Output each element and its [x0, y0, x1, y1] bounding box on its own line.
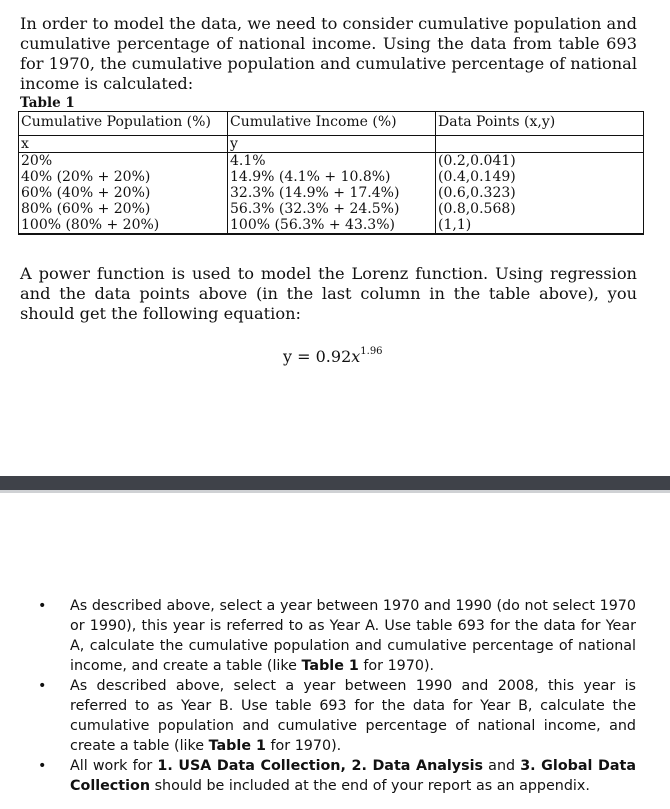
- bullet-icon: •: [38, 598, 47, 614]
- variable-y: y: [228, 136, 436, 153]
- table-row: [19, 217, 644, 234]
- cell-point: (0.2,0.041): [436, 153, 644, 170]
- task-bold: 1. USA Data Collection, 2. Data Analysis: [157, 758, 484, 774]
- cumulative-data-table: [18, 111, 644, 235]
- task-list: [38, 596, 636, 796]
- table-row: [19, 169, 644, 185]
- list-item: [38, 756, 636, 796]
- task-text: All work for: [70, 758, 158, 774]
- cell-point: (0.8,0.568): [436, 201, 644, 217]
- cell-population: 100% (80% + 20%): [19, 217, 228, 234]
- page-divider-shadow: [0, 490, 670, 493]
- task-text: and: [483, 758, 521, 774]
- list-item: [38, 676, 636, 756]
- table-variable-row: [19, 136, 644, 153]
- list-item: [38, 596, 636, 676]
- task-text: As described above, select a year between 1970 and 1990 (do not select 1970 or 1990), this year is referred to as Year A. Use table 693 for the data for Year A, calculate the cumulative population and cumulative percentage of national income, and create a table (like: [70, 598, 636, 674]
- table-row: [19, 185, 644, 201]
- task-bold: Table 1: [208, 738, 266, 754]
- cell-population: 60% (40% + 20%): [19, 185, 228, 201]
- cell-income: 14.9% (4.1% + 10.8%): [228, 169, 436, 185]
- variable-x: x: [19, 136, 228, 153]
- cell-income: 4.1%: [228, 153, 436, 170]
- cell-income: 100% (56.3% + 43.3%): [228, 217, 436, 234]
- table-caption: Table 1: [20, 95, 75, 111]
- variable-blank: [436, 136, 644, 153]
- task-bold: 3. Global Data Collection: [70, 758, 636, 794]
- header-cumulative-population: Cumulative Population (%): [19, 112, 228, 136]
- lorenz-paragraph: A power function is used to model the Lorenz function. Using regression and the data points above (in the last column in the table above), you should get the following equation:: [20, 264, 637, 323]
- cell-income: 56.3% (32.3% + 24.5%): [228, 201, 436, 217]
- cell-population: 20%: [19, 153, 228, 170]
- cell-point: (0.6,0.323): [436, 185, 644, 201]
- task-text: should be included at the end of your report as an appendix.: [150, 778, 590, 794]
- task-text: for 1970).: [265, 738, 342, 754]
- cell-point: (0.4,0.149): [436, 169, 644, 185]
- task-text: As described above, select a year between 1990 and 2008, this year is referred to as Year B. Use table 693 for the data for Year B, calculate the cumulative population and cumulative percentage of national income, and create a table (like: [70, 678, 636, 754]
- bullet-icon: •: [38, 758, 47, 774]
- bullet-icon: •: [38, 678, 47, 694]
- cell-population: 40% (20% + 20%): [19, 169, 228, 185]
- table-header-row: [19, 112, 644, 136]
- page-divider: [0, 476, 670, 490]
- task-text: for 1970).: [358, 658, 435, 674]
- table-row: [19, 153, 644, 170]
- cell-point: (1,1): [436, 217, 644, 234]
- cell-income: 32.3% (14.9% + 17.4%): [228, 185, 436, 201]
- table-row: [19, 201, 644, 217]
- intro-paragraph: In order to model the data, we need to consider cumulative population and cumulative percentage of national income. Using the data from table 693 for 1970, the cumulative population and cumulative percentage of national income is calculated:: [20, 14, 637, 93]
- equation-lhs: y = 0.92: [283, 347, 352, 366]
- task-bold: Table 1: [301, 658, 359, 674]
- header-data-points: Data Points (x,y): [436, 112, 644, 136]
- regression-equation: [283, 347, 383, 366]
- cell-population: 80% (60% + 20%): [19, 201, 228, 217]
- equation-variable: x: [351, 347, 361, 366]
- header-cumulative-income: Cumulative Income (%): [228, 112, 436, 136]
- equation-exponent: 1.96: [360, 345, 383, 357]
